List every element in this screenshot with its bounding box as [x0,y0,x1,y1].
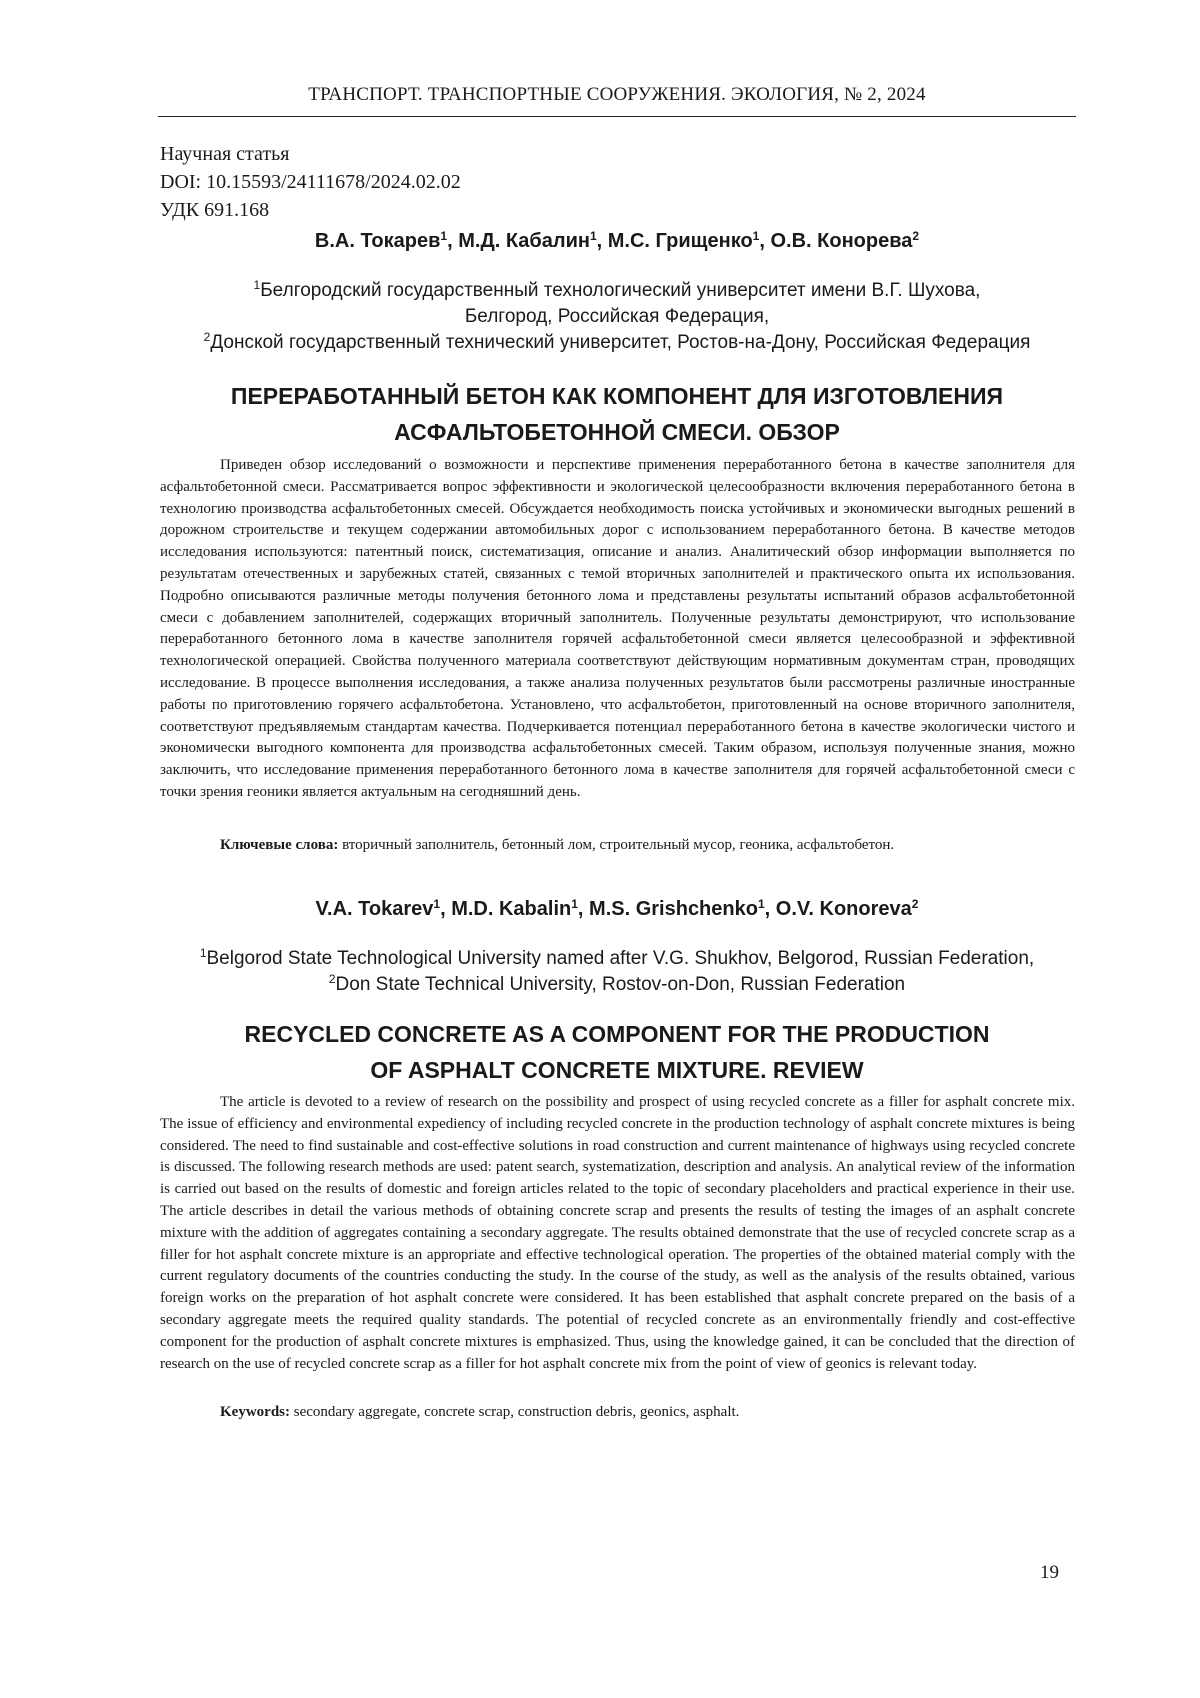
affiliation-mark: 1 [253,278,261,292]
keywords-label: Ключевые слова: [220,837,339,853]
abstract-en: The article is devoted to a review of research on the possibility and prospect of using recycled concrete as a filler for asphalt concrete mix. The issue of efficiency and environmental expediency of including recycled concrete in the production technology of asphalt concrete mixtures is being considered. The need to find sustainable and cost-effective solutions in road construction and current maintenance of highways using recycled concrete is discussed. The following research methods are used: patent search, systematization, description and analysis. An analytical review of the information is carried out based on the results of domestic and foreign articles related to the topic of secondary placeholders and practical experience in their use. The article describes in detail the various methods of obtaining concrete scrap and presents the results of testing the images of an asphalt concrete mixture with the addition of aggregates containing a secondary aggregate. The results obtained demonstrate that the use of recycled concrete scrap as a filler for hot asphalt concrete mixture is an appropriate and effective technological operation. The properties of the obtained material comply with the current regulatory documents of the countries conducting the study. In the course of the study, as well as the analysis of the results obtained, various foreign works on the preparation of hot asphalt concrete were considered. It has been established that asphalt concrete prepared on the basis of a secondary aggregate meets the required quality standards. The potential of recycled concrete as an environmentally friendly and cost-effective component for the production of asphalt concrete mixtures is emphasized. Thus, using the knowledge gained, it can be concluded that the direction of research on the use of recycled concrete scrap as a filler for hot asphalt concrete mix from the point of view of geonics is relevant today. [160,1094,1075,1372]
author-affiliation-mark: 2 [911,897,919,911]
title-line: OF ASPHALT CONCRETE MIXTURE. REVIEW [370,1057,864,1083]
author-name: В.А. Токарев [314,230,441,252]
author-name: M.D. Kabalin [451,898,572,920]
title-line: АСФАЛЬТОБЕТОННОЙ СМЕСИ. ОБЗОР [394,419,840,445]
authors-en [158,898,1076,921]
affiliation-2 [150,330,1084,356]
title-en [158,1016,1076,1088]
author-affiliation-mark: 1 [433,897,441,911]
affiliation-1 [150,278,1084,304]
affiliation-mark: 1 [199,946,207,960]
author-separator: , [577,898,590,920]
header-rule [158,116,1076,117]
affiliations-en [150,946,1084,998]
article-meta [160,140,461,224]
author-separator: , [596,230,608,252]
affiliation-mark: 2 [328,972,336,986]
author-name: O.V. Konoreva [775,898,912,920]
keywords-en [160,1402,1075,1424]
author-name: О.В. Конорева [770,230,913,252]
authors-ru [158,230,1076,253]
affiliation-2 [150,972,1084,998]
author-affiliation-mark: 1 [589,229,597,243]
author-name: V.A. Tokarev [315,898,434,920]
title-line: ПЕРЕРАБОТАННЫЙ БЕТОН КАК КОМПОНЕНТ ДЛЯ ИЗГОТОВЛЕНИЯ [230,383,1004,409]
affiliation-text: Belgorod State Technological University named after V.G. Shukhov, Belgorod, Russian Federation, [206,948,1035,969]
keywords-label: Keywords: [220,1404,290,1420]
author-affiliation-mark: 1 [440,229,448,243]
keywords-text: secondary aggregate, concrete scrap, construction debris, geonics, asphalt. [290,1404,740,1420]
author-name: М.Д. Кабалин [458,230,590,252]
author-affiliation-mark: 1 [571,897,578,911]
affiliation-1 [150,946,1084,972]
abstract-ru: Приведен обзор исследований о возможности и перспективе применения переработанного бетона в качестве заполнителя для асфальтобетонной смеси. Рассматривается вопрос эффективности и экологической целесообразности включения переработанного бетона в технологию производства асфальтобетонных смесей. Обсуждается необходимость поиска устойчивых и экономически выгодных решений в дорожном строительстве и текущем содержании автомобильных дорог с использованием переработанного бетона. В качестве методов исследования используются: патентный поиск, систематизация, описание и анализ. Аналитический обзор информации выполняется по результатам отечественных и зарубежных статей, связанных с темой вторичных заполнителей и практического опыта их использования. Подробно описываются различные методы получения бетонного лома и представлены результаты испытаний образов асфальтобетонной смеси с добавлением заполнителей, содержащих вторичный заполнитель. Полученные результаты демонстрируют, что использование переработанного бетонного лома в качестве заполнителя горячей асфальтобетонной смеси является целесообразной и эффективной технологической операцией. Свойства полученного материала соответствуют действующим нормативным документам стран, проводящих исследование. В процессе выполнения исследования, а также анализа полученных результатов были рассмотрены различные иностранные работы по приготовлению горячего асфальтобетона. Установлено, что асфальтобетон, приготовленный на основе вторичного заполнителя, соответствуют предъявляемым стандартам качества. Подчеркивается потенциал переработанного бетона в качестве экологически чистого и экономически выгодного компонента для производства асфальтобетонных смесей. Таким образом, используя полученные знания, можно заключить, что исследование применения переработанного бетонного лома в качестве заполнителя для горячей асфальтобетонной смеси с точки зрения геоники является актуальным на сегодняшний день. [160,457,1075,800]
author-affiliation-mark: 1 [757,897,765,911]
affiliation-text: Белгородский государственный технологический университет имени В.Г. Шухова, [260,280,981,301]
author-affiliation-mark: 2 [912,229,920,243]
article-type: Научная статья [160,143,290,165]
title-line: RECYCLED CONCRETE AS A COMPONENT FOR THE PRODUCTION [244,1021,990,1047]
affiliations-ru [150,278,1084,356]
author-name: М.С. Грищенко [607,230,753,252]
author-separator: , [764,898,776,920]
affiliation-text: Донской государственный технический университет, Ростов-на-Дону, Российская Федерация [210,332,1031,353]
keywords-text: вторичный заполнитель, бетонный лом, строительный мусор, геоника, асфальтобетон. [338,837,895,853]
affiliation-mark: 2 [203,330,211,344]
page-number: 19 [1040,1562,1059,1583]
title-ru [158,378,1076,450]
doi[interactable]: DOI: 10.15593/24111678/2024.02.02 [160,171,461,193]
author-separator: , [447,230,459,252]
journal-header: ТРАНСПОРТ. ТРАНСПОРТНЫЕ СООРУЖЕНИЯ. ЭКОЛОГИЯ, № 2, 2024 [308,84,926,105]
author-separator: , [759,230,771,252]
affiliation-1-cont [150,304,1084,330]
udc: УДК 691.168 [160,199,270,221]
author-affiliation-mark: 1 [752,229,760,243]
affiliation-text: Белгород, Российская Федерация, [464,306,770,327]
author-name: M.S. Grishchenko [589,898,758,920]
author-separator: , [440,898,452,920]
affiliation-text: Don State Technical University, Rostov-on-Don, Russian Federation [335,974,906,995]
keywords-ru [160,835,1075,857]
